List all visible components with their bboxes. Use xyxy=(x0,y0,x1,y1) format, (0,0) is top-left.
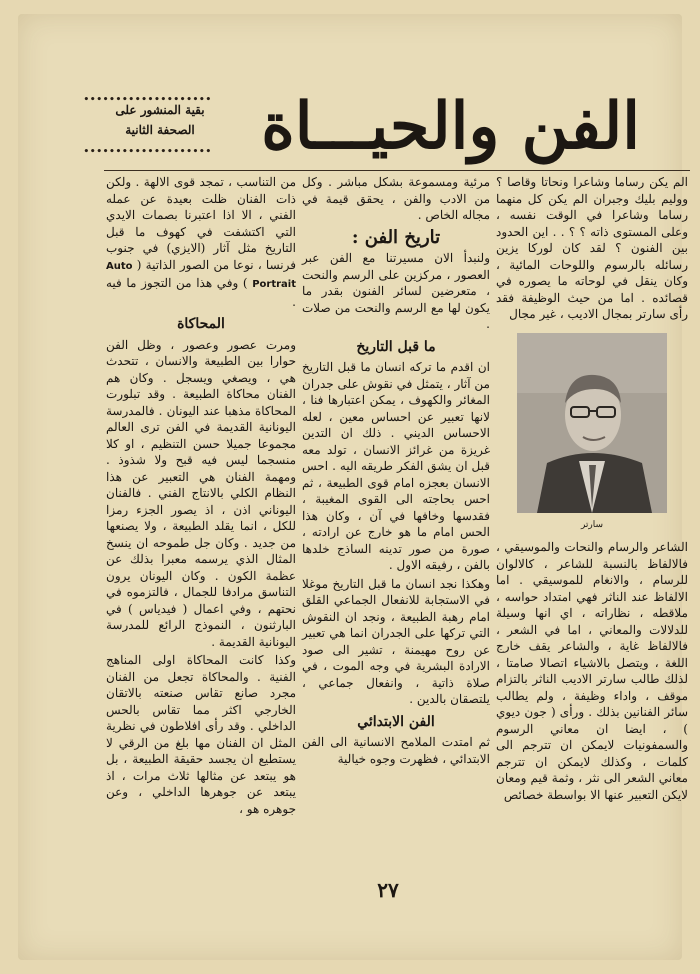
column-left xyxy=(106,174,296,874)
page-number: ٢٧ xyxy=(377,878,399,902)
portrait-photo xyxy=(517,333,667,513)
paragraph: ثم امتدت الملامح الانسانية الى الفن الابتدائي ، فظهرت وجوه خيالية xyxy=(302,735,490,766)
paragraph: ان اقدم ما تركه انسان ما قبل التاريخ من آثار ، يتمثل في نقوش على جدران المغائر والكهوف ، يمكن اعتبارها فنا ، لانها تعبير عن احساس معين ، لعله الاحساس الديني . ذلك ان التدين غريزة من غرائز الانسان ، تولد معه قبل ان يشق الفكر طريقه اليه . احس الانسان بعجزه امام قوى الطبيعة ، ثم احس بحاجته الى القوى المغيبة ، فقدسها وخافها في آن ، وكان هذا الحس امام ما هو خارج عن ارادته ، صورة من صور تدينه الساذج خلدها بالفن ، رفيقه الاول . xyxy=(302,360,490,572)
paragraph: مرئية ومسموعة بشكل مباشر . وكل من الادب والفن ، يحقق قيمة في مجاله الخاص . xyxy=(302,175,490,222)
header-rule xyxy=(104,170,690,171)
paragraph-text: ) وفي هذا من التجوز ما فيه . xyxy=(106,276,296,309)
paragraph xyxy=(106,174,296,310)
paragraph: ومرت عصور وعصور ، وظل الفن حوارا بين الطبيعة والانسان ، تتحدث هي ، ويصغي ويسجل . وكان هم الفنان محاكاة الطبيعة . وقد تبلورت المحاكاة مذهبا عند اليونان . فالمدرسة اليونانية القديمة في الفن ترى العالم مجموعا جميلا حسن التنظيم ، او كلا منسجما ليس فيه قبح ولا شذوذ . ومهمة الفنان هي التعبير عن هذا النظام الكلي بالانتاج الفني . فالفنان اليوناني اذن ، اذ يصور الجزء رمزا للكل ، انما يقلد الطبيعة ، ولا يصنعها من جديد . وكان جل طموحه ان ينسخ المثال الذي يرسمه معبرا بذلك عن عظمة الكون . وكان اليونان يرون التناسق مرادفا للجمال ، فالتزموه في نحتهم ، وفي اعمال ( فيدياس ) في البارثنون ، النموذج الرائع للمدرسة اليونانية القديمة . xyxy=(106,337,296,649)
paragraph: ولنبدأ الان مسيرتنا مع الفن عبر العصور ، مركزين على الرسم والنحت ، متعرضين لسائر الفنون بقدر ما يكون لها مع الرسم والنحت من صلات . xyxy=(302,251,490,331)
continuation-note-text: بقية المنشور على الصحفة الثانية xyxy=(115,103,205,137)
subheading-imitation: المحاكاة xyxy=(177,316,225,332)
subheading-prehistory: ما قبل التاريخ xyxy=(356,338,436,355)
paragraph-text: من التناسب ، تمجد قوى الالهة . ولكن ذات الفنان ظلت بعيدة عن عمله الفني ، الا اذا اعتبرنا بصمات الايدي التي اكتشفت في كهوف ما قبل التاريخ مثل آثار (الايزي) في جنوب فرنسا ، نوعا من الصور الذاتية ( xyxy=(106,175,296,272)
magazine-page xyxy=(18,14,688,960)
latin-term: Auto Portrait xyxy=(106,260,296,290)
column-middle xyxy=(302,174,490,874)
paragraph: وكذا كانت المحاكاة اولى المناهج الفنية . والمحاكاة تجعل من الفنان مجرد صانع تقاس صنعته بالاتقان الخارجي اكثر مما تقاس بالحس الداخلي . وقد رأى افلاطون في نظرية المثل ان الفنان مها بلغ من الرقي لا يستطيع ان يجسد حقيقة الطبيعة ، بل هو يبتعد عن مثالها ثلاث مرات ، اذ يبتعد عن جوهرها الداخلي ، وعن جوهره هو ، xyxy=(106,653,296,816)
paragraph: وهكذا نجد انسان ما قبل التاريخ موغلا في الاستجابة للانفعال الجماعي القلق امام رهبة الطبيعة ، ونجد ان النقوش التي تركها على الجدران انما هي تعبير عن روح مهيمنة ، تشير الى صود الارادة البشرية في وجه الموت ، في صلاة ذاتية ، وانفعال جماعي ، يلتصقان بالدين . xyxy=(302,576,490,706)
page-title: الفن والحيـــاة xyxy=(261,89,640,164)
dotted-divider-bottom: •••••••••••••••••••• xyxy=(83,147,212,157)
photo-caption: سارتر xyxy=(580,519,604,530)
column-right xyxy=(496,174,688,874)
subheading-primitive-art: الفن الابتدائي xyxy=(357,713,435,730)
section-heading: تاريخ الفن : xyxy=(351,226,441,248)
dotted-divider-top: •••••••••••••••••••• xyxy=(83,95,212,105)
portrait-image xyxy=(517,333,667,513)
paragraph: الم يكن رساما وشاعرا ونحاتا وقاصا ؟ ووليم بليك وجبران الم يكن كل منهما رساما وشاعرا في الوقت نفسه ، وعلى المستوى ذاته ؟ ؟ . . اين الحدود بين الفنون ؟ لقد كان لوركا يزين رسائله بالرسوم واللوحات المائية ، وكان ينقل في لوحاته ما يصوره في قصائده . اما من حيث الوظيفة فقد رأى سارتر بمجال الاديب ، غير مجال xyxy=(496,175,688,321)
paragraph: الشاعر والرسام والنحات والموسيقي ، فالالفاظ بالنسبة للشاعر ، كالالوان للرسام ، والانغام للموسيقي . اما الالفاظ عند الناثر فهي امتداد حواسه ، ملاقطه ، نظاراته ، اي انها وسيلة للدلالات والمعاني ، اما في الشعر ، فالالفاظ غاية ، والشاعر يقف خارج اللغة ، ويتصل بالاشياء اتصالا صامتا ، لذلك طالب سارتر الاديب الناثر بالتزام موقف ، واداء وظيفة ، ولم يطالب سائر الفنانين بذلك . ورأى ( جون ديوي ) ، ايضا ان معاني الرسوم والسمفونيات لايمكن ان تترجم الى كلمات ، وكذلك لايمكن ان تترجم معاني الشعر الى نثر ، وثمة قيم ومعان لايكن التعبير عنها الا بواسطة خصائص xyxy=(496,540,688,802)
continuation-note xyxy=(83,88,212,157)
